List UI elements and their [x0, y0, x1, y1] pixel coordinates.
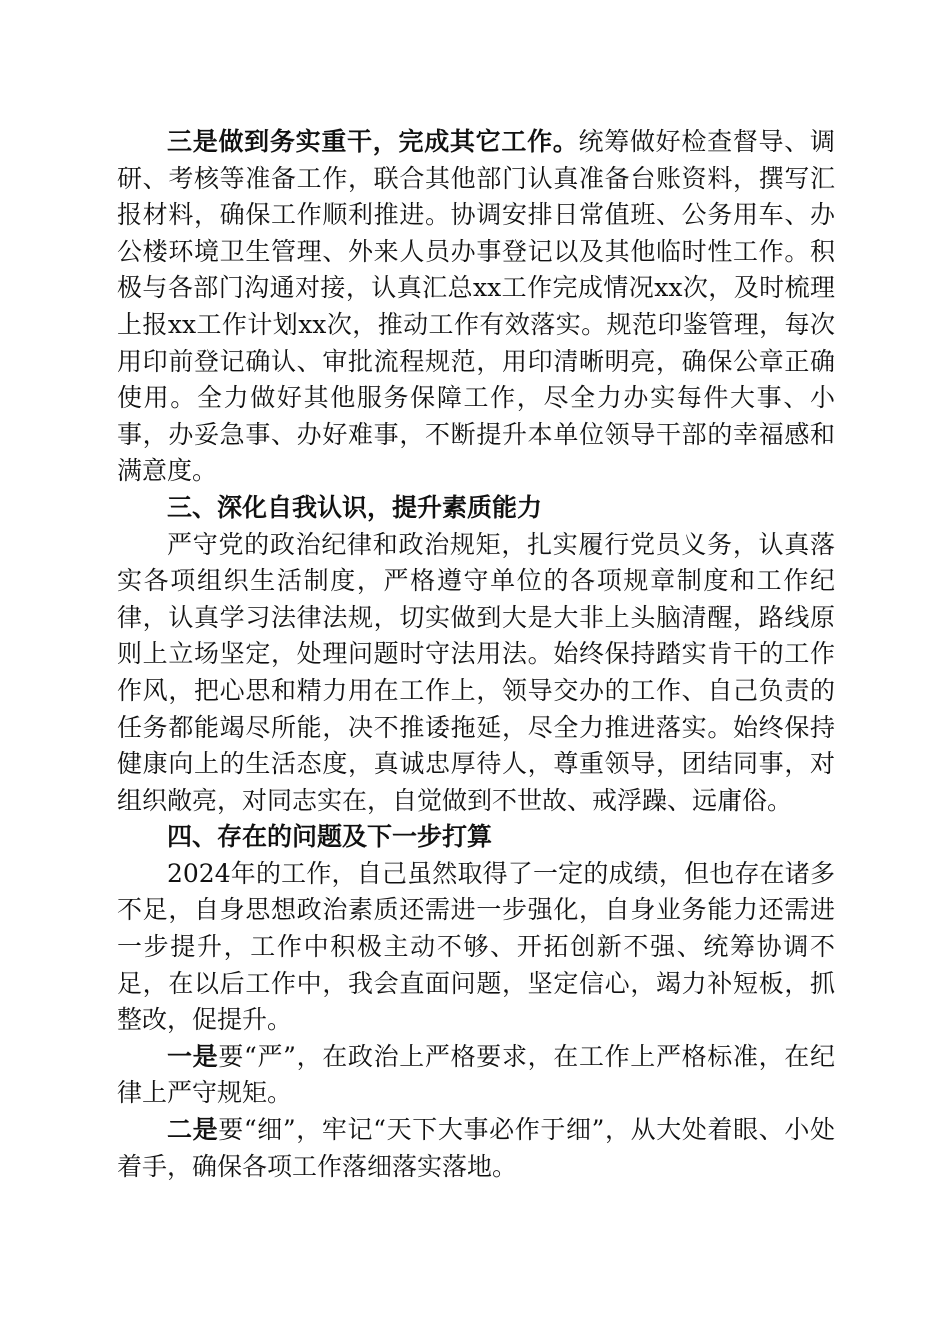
paragraph-plan-strict [117, 1039, 835, 1112]
paragraph-work-tasks [117, 124, 835, 490]
section-heading-problems-plans: 四、存在的问题及下一步打算 [167, 822, 493, 852]
section-heading-self-awareness: 三、深化自我认识，提升素质能力 [167, 492, 543, 522]
paragraph-lead: 一是 [167, 1041, 219, 1071]
paragraph-text: 要“细”，牢记“天下大事必作于细”，从大处着眼、小处着手，确保各项工作落细落实落地。 [117, 1115, 835, 1181]
paragraph-text: 要“严”，在政治上严格要求，在工作上严格标准，在纪律上严守规矩。 [117, 1041, 835, 1108]
document-body [117, 124, 835, 1185]
paragraph-lead: 三是做到务实重干，完成其它工作。 [167, 127, 579, 156]
paragraph-problems: 2024年的工作，自己虽然取得了一定的成绩，但也存在诸多不足，自身思想政治素质还需进一步强化，自身业务能力还需进一步提升，工作中积极主动不够、开拓创新不强、统筹协调不足，在以后工作中，我会直面问题，坚定信心，竭力补短板，抓整改，促提升。 [117, 858, 835, 1035]
paragraph-plan-detail [117, 1112, 835, 1185]
paragraph-discipline: 严守党的政治纪律和政治规矩，扎实履行党员义务，认真落实各项组织生活制度，严格遵守单位的各项规章制度和工作纪律，认真学习法律法规，切实做到大是大非上头脑清醒，路线原则上立场坚定，处理问题时守法用法。始终保持踏实肯干的工作作风，把心思和精力用在工作上，领导交办的工作、自己负责的任务都能竭尽所能，决不推诿拖延，尽全力推进落实。始终保持健康向上的生活态度，真诚忠厚待人，尊重领导，团结同事，对组织敞亮，对同志实在，自觉做到不世故、戒浮躁、远庸俗。 [117, 529, 835, 815]
paragraph-text: 统筹做好检查督导、调研、考核等准备工作，联合其他部门认真准备台账资料，撰写汇报材料，确保工作顺利推进。协调安排日常值班、公务用车、办公楼环境卫生管理、外来人员办事登记以及其他临时性工作。积极与各部门沟通对接，认真汇总xx工作完成情况xx次，及时梳理上报xx工作计划xx次，推动工作有效落实。规范印鉴管理，每次用印前登记确认、审批流程规范，用印清晰明亮，确保公章正确使用。全力做好其他服务保障工作，尽全力办实每件大事、小事，办妥急事、办好难事，不断提升本单位领导干部的幸福感和满意度。 [117, 127, 835, 486]
paragraph-lead: 二是 [167, 1115, 219, 1145]
